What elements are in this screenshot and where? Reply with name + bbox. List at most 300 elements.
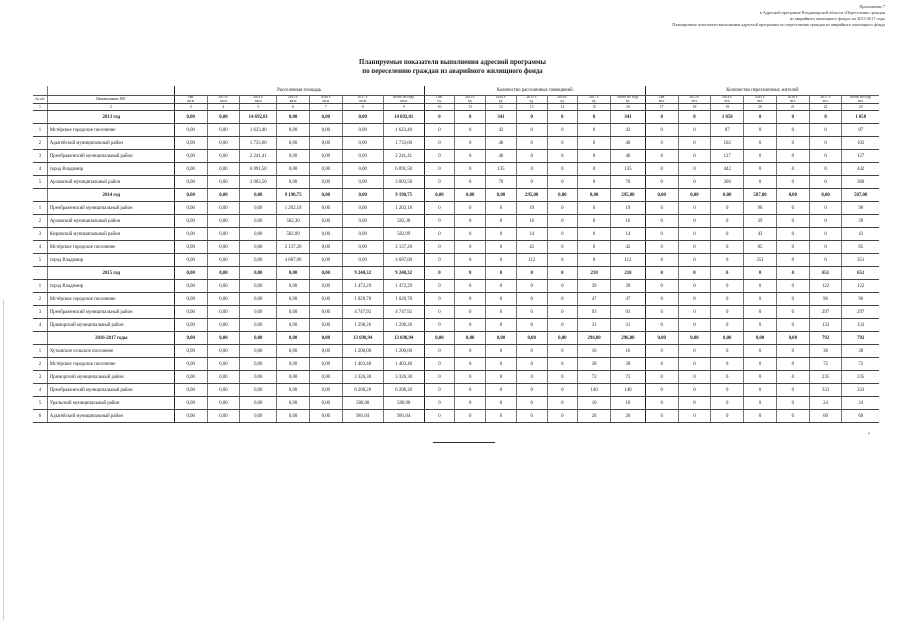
table-cell: 6 208,20 xyxy=(342,384,383,397)
table-cell: 98 xyxy=(744,202,777,215)
table-row xyxy=(33,215,879,228)
table-cell: 0 xyxy=(776,111,809,124)
table-cell: 0 xyxy=(516,410,547,423)
table-cell: 9 240,32 xyxy=(383,267,424,280)
table-cell: 6 091,50 xyxy=(240,163,277,176)
table-cell: 40 xyxy=(611,137,646,150)
table-cell: 0,00 xyxy=(309,280,342,293)
row-number: 4 xyxy=(33,163,47,176)
table-cell: 24 xyxy=(809,397,842,410)
table-cell: 2 241,41 xyxy=(240,150,277,163)
table-cell: 0 xyxy=(455,267,486,280)
table-cell: 0 xyxy=(645,111,678,124)
table-cell: 0,00 xyxy=(277,137,310,150)
table-cell: 0 xyxy=(455,293,486,306)
table-cell: 133 xyxy=(842,319,879,332)
table-cell: 0 xyxy=(678,150,711,163)
table-cell: 0,00 xyxy=(174,228,207,241)
col-header-label: I кв. xyxy=(187,95,194,100)
table-cell: 0 xyxy=(744,137,777,150)
table-cell: 0,00 xyxy=(309,410,342,423)
table-cell: 0,00 xyxy=(174,124,207,137)
table-cell: 1 733,00 xyxy=(383,137,424,150)
table-cell: 297 xyxy=(842,306,879,319)
table-cell: 38 xyxy=(611,358,646,371)
table-cell: 0 xyxy=(516,358,547,371)
table-cell: 0 xyxy=(578,202,611,215)
appendix-line: Планируемые показатели выполнения адресной программы по переселению граждан из аварийного жилищного фонда xyxy=(672,22,885,27)
table-cell: 0 xyxy=(744,150,777,163)
col-header-label: 2013 г. xyxy=(465,95,476,100)
table-row xyxy=(33,371,879,384)
table-cell: 38 xyxy=(842,345,879,358)
row-number: 2 xyxy=(33,215,47,228)
col-header xyxy=(277,96,310,104)
table-cell: 0 xyxy=(678,267,711,280)
table-cell: 6 091,50 xyxy=(383,163,424,176)
table-cell: 0 xyxy=(776,280,809,293)
table-cell: 0,00 xyxy=(174,202,207,215)
table-cell: 0 xyxy=(645,241,678,254)
table-cell: 0 xyxy=(486,228,517,241)
table-cell: 0 xyxy=(455,371,486,384)
table-cell: 0 xyxy=(645,371,678,384)
table-cell: 580,00 xyxy=(342,397,383,410)
col-header-unit: кв.м xyxy=(400,98,407,103)
table-cell: 0 xyxy=(486,280,517,293)
municipality-name: Арзамский муниципальный район xyxy=(47,176,174,189)
table-cell: 0,00 xyxy=(240,358,277,371)
table-cell: 0 xyxy=(547,384,578,397)
table-cell: 0,00 xyxy=(309,202,342,215)
table-cell: 0 xyxy=(424,410,455,423)
table-cell: 0 xyxy=(776,384,809,397)
table-cell: 1 020,70 xyxy=(383,293,424,306)
table-cell: 0,00 xyxy=(486,332,517,345)
table-cell: 0 xyxy=(424,228,455,241)
table-cell: 0,00 xyxy=(240,202,277,215)
table-cell: 0 xyxy=(711,267,744,280)
table-cell: 0 xyxy=(809,163,842,176)
table-cell: 0 xyxy=(578,215,611,228)
table-cell: 0,00 xyxy=(174,384,207,397)
table-cell: 0 xyxy=(424,215,455,228)
table-cell: 0,00 xyxy=(207,124,240,137)
col-header-label: I кв. xyxy=(436,95,443,100)
table-cell: 651 xyxy=(842,267,879,280)
table-cell: 0 xyxy=(486,371,517,384)
municipality-name: Мстёрское городское поселение xyxy=(47,124,174,137)
table-cell: 0 xyxy=(678,397,711,410)
col-header xyxy=(744,96,777,104)
table-cell: 0,00 xyxy=(174,345,207,358)
row-number: 2 xyxy=(33,137,47,150)
col-header-label: Всего по году xyxy=(393,95,415,100)
table-cell: 0 xyxy=(711,384,744,397)
col-header-unit: чел. xyxy=(756,98,764,103)
table-cell: 0,00 xyxy=(309,384,342,397)
col-header xyxy=(240,96,277,104)
table-cell: 0 xyxy=(744,319,777,332)
table-cell: 0,00 xyxy=(207,306,240,319)
row-number: 4 xyxy=(33,241,47,254)
table-cell: 0,00 xyxy=(174,293,207,306)
col-name-header: Наименование МО xyxy=(47,96,174,104)
col-no-header: № п/п xyxy=(33,96,47,104)
table-cell: 102 xyxy=(711,137,744,150)
table-cell: 78 xyxy=(611,176,646,189)
table-cell: 0,00 xyxy=(240,319,277,332)
row-number xyxy=(33,267,47,280)
table-cell: 0 xyxy=(711,215,744,228)
col-header-unit: чел. xyxy=(691,98,698,103)
table-cell: 0 xyxy=(486,254,517,267)
table-cell: 0,00 xyxy=(455,332,486,345)
table-cell: 0 xyxy=(516,176,547,189)
table-cell: 587,00 xyxy=(842,189,879,202)
group-people-header: Количество переселенных жителей xyxy=(645,86,879,96)
table-cell: 0,00 xyxy=(309,267,342,280)
col-header-label: Всего по году xyxy=(850,95,872,100)
col-header-label: I кв. xyxy=(658,95,665,100)
col-header-unit: чел. xyxy=(822,98,829,103)
col-number: 21 xyxy=(776,104,809,111)
table-cell: 0 xyxy=(547,150,578,163)
table-cell: 0,00 xyxy=(174,332,207,345)
table-cell: 16 xyxy=(516,215,547,228)
table-cell: 0 xyxy=(455,306,486,319)
table-cell: 42 xyxy=(611,241,646,254)
table-cell: 112 xyxy=(516,254,547,267)
table-cell: 0 xyxy=(744,267,777,280)
table-cell: 333 xyxy=(842,384,879,397)
group-label: 2013 год xyxy=(47,111,174,124)
table-cell: 0 xyxy=(776,345,809,358)
col-header-label: 2016 г. xyxy=(787,95,798,100)
table-cell: 0,00 xyxy=(309,332,342,345)
table-cell: 0,00 xyxy=(342,137,383,150)
col-header xyxy=(809,96,842,104)
table-cell: 0 xyxy=(547,345,578,358)
col-number: 18 xyxy=(678,104,711,111)
table-cell: 0 xyxy=(455,397,486,410)
appendix-line: к Адресной программе Владимирской области «Переселение граждан xyxy=(759,10,885,15)
table-cell: 0 xyxy=(424,319,455,332)
col-number: 14 xyxy=(547,104,578,111)
table-cell: 0 xyxy=(645,306,678,319)
table-cell: 0 xyxy=(678,215,711,228)
table-cell: 0,00 xyxy=(277,150,310,163)
table-cell: 0 xyxy=(809,176,842,189)
table-cell: 0 xyxy=(645,124,678,137)
table-cell: 0,00 xyxy=(207,137,240,150)
table-cell: 0 xyxy=(776,306,809,319)
col-number: 15 xyxy=(578,104,611,111)
table-cell: 0 xyxy=(547,215,578,228)
table-cell: 3 326,30 xyxy=(342,371,383,384)
table-cell: 0,00 xyxy=(309,254,342,267)
col-header xyxy=(309,96,342,104)
table-cell: 0,00 xyxy=(342,202,383,215)
table-cell: 39 xyxy=(842,215,879,228)
table-cell: 0 xyxy=(486,293,517,306)
table-cell: 0 xyxy=(424,358,455,371)
table-cell: 296,00 xyxy=(578,332,611,345)
table-cell: 0,00 xyxy=(174,215,207,228)
table-cell: 0 xyxy=(516,306,547,319)
table-cell: 0 xyxy=(711,254,744,267)
table-cell: 0,00 xyxy=(240,384,277,397)
col-header-unit: чел. xyxy=(724,98,731,103)
table-cell: 9 190,75 xyxy=(277,189,310,202)
table-cell: 127 xyxy=(711,150,744,163)
table-cell: 0 xyxy=(776,410,809,423)
table-cell: 792 xyxy=(809,332,842,345)
table-row xyxy=(33,163,879,176)
table-cell: 0 xyxy=(547,280,578,293)
table-cell: 295,00 xyxy=(611,189,646,202)
table-cell: 96 xyxy=(842,293,879,306)
table-cell: 0 xyxy=(645,293,678,306)
table-cell: 0 xyxy=(424,137,455,150)
table-row xyxy=(33,241,879,254)
table-cell: 42 xyxy=(486,124,517,137)
table-cell: 297 xyxy=(809,306,842,319)
table-cell: 0 xyxy=(711,241,744,254)
table-cell: 0,00 xyxy=(174,267,207,280)
col-header xyxy=(174,96,207,104)
table-cell: 0 xyxy=(578,228,611,241)
row-number: 2 xyxy=(33,358,47,371)
table-cell: 0 xyxy=(711,410,744,423)
table-cell: 0 xyxy=(645,137,678,150)
table-cell: 0,00 xyxy=(207,397,240,410)
table-cell: 0 xyxy=(678,371,711,384)
appendix-note xyxy=(672,4,885,28)
table-cell: 0 xyxy=(776,241,809,254)
col-number: 19 xyxy=(711,104,744,111)
table-cell: 0,00 xyxy=(207,189,240,202)
table-cell: 0 xyxy=(678,124,711,137)
table-cell: 0 xyxy=(547,202,578,215)
row-number: 1 xyxy=(33,124,47,137)
table-cell: 0,00 xyxy=(174,306,207,319)
table-cell: 1 403,40 xyxy=(342,358,383,371)
col-header xyxy=(678,96,711,104)
table-cell: 1 200,00 xyxy=(342,345,383,358)
table-cell: 87 xyxy=(711,124,744,137)
table-cell: 0 xyxy=(516,371,547,384)
table-cell: 0 xyxy=(547,241,578,254)
appendix-line: из аварийного жилищного фонда» на 2013-2017 годы xyxy=(789,16,885,21)
table-cell: 0 xyxy=(711,280,744,293)
table-cell: 0,00 xyxy=(174,189,207,202)
table-cell: 0 xyxy=(645,254,678,267)
table-cell: 0,00 xyxy=(309,137,342,150)
table-cell: 85 xyxy=(842,241,879,254)
table-cell: 333 xyxy=(809,384,842,397)
table-cell: 0 xyxy=(645,410,678,423)
table-cell: 0,00 xyxy=(678,189,711,202)
table-cell: 0 xyxy=(645,176,678,189)
table-cell: 0,00 xyxy=(309,124,342,137)
table-cell: 42 xyxy=(516,241,547,254)
group-label: 2016-2017 годы xyxy=(47,332,174,345)
table-cell: 14 692,81 xyxy=(240,111,277,124)
table-cell: 0 xyxy=(516,280,547,293)
municipality-name: Приморский муниципальный район xyxy=(47,371,174,384)
col-header xyxy=(486,96,517,104)
table-cell: 0 xyxy=(424,163,455,176)
table-cell: 72 xyxy=(809,358,842,371)
header-columns-row xyxy=(33,96,879,104)
table-cell: 0 xyxy=(711,358,744,371)
table-cell: 0,00 xyxy=(277,293,310,306)
municipality-name: Преображенский муниципальный район xyxy=(47,202,174,215)
table-cell: 78 xyxy=(486,176,517,189)
col-header-label: 2015 г. xyxy=(754,95,766,100)
municipality-name: Приморский муниципальный район xyxy=(47,319,174,332)
municipality-name: Хутынское сельское поселение xyxy=(47,345,174,358)
table-cell: 0 xyxy=(547,397,578,410)
table-cell: 0,00 xyxy=(240,267,277,280)
table-cell: 0 xyxy=(809,111,842,124)
table-cell: 341 xyxy=(611,111,646,124)
scan-edge xyxy=(3,300,4,620)
table-cell: 0 xyxy=(776,150,809,163)
table-cell: 72 xyxy=(611,371,646,384)
table-cell: 1 200,00 xyxy=(383,345,424,358)
table-cell: 351 xyxy=(842,254,879,267)
table-cell: 3 326,30 xyxy=(383,371,424,384)
header-numbers-row xyxy=(33,104,879,111)
table-cell: 140 xyxy=(578,384,611,397)
table-cell: 0,00 xyxy=(277,345,310,358)
table-row xyxy=(33,228,879,241)
table-cell: 0 xyxy=(711,345,744,358)
table-cell: 1 403,40 xyxy=(383,358,424,371)
table-cell: 0,00 xyxy=(207,163,240,176)
table-cell: 0 xyxy=(547,267,578,280)
table-cell: 442 xyxy=(711,163,744,176)
table-cell: 0 xyxy=(486,410,517,423)
table-cell: 0 xyxy=(486,397,517,410)
col-header xyxy=(547,96,578,104)
table-cell: 0 xyxy=(455,150,486,163)
table-cell: 0 xyxy=(547,228,578,241)
table-cell: 135 xyxy=(611,163,646,176)
table-cell: 1 202,18 xyxy=(277,202,310,215)
table-cell: 13 698,94 xyxy=(383,332,424,345)
table-cell: 0 xyxy=(711,371,744,384)
table-cell: 43 xyxy=(744,228,777,241)
table-cell: 0 xyxy=(455,124,486,137)
table-cell: 0,00 xyxy=(240,306,277,319)
table-row xyxy=(33,293,879,306)
table-cell: 0,00 xyxy=(578,189,611,202)
table-cell: 0 xyxy=(516,124,547,137)
table-cell: 1 472,29 xyxy=(342,280,383,293)
table-cell: 210 xyxy=(578,267,611,280)
table-cell: 0 xyxy=(547,124,578,137)
table-cell: 72 xyxy=(578,371,611,384)
table-cell: 0,00 xyxy=(711,189,744,202)
row-number: 1 xyxy=(33,345,47,358)
table-cell: 0,00 xyxy=(309,163,342,176)
table-cell: 0,00 xyxy=(240,332,277,345)
col-number: 20 xyxy=(744,104,777,111)
table-group-row xyxy=(33,111,879,124)
table-cell: 0 xyxy=(486,306,517,319)
table-cell: 0 xyxy=(424,280,455,293)
table-cell: 0 xyxy=(547,137,578,150)
table-cell: 93 xyxy=(611,306,646,319)
table-cell: 47 xyxy=(578,293,611,306)
table-cell: 0 xyxy=(547,163,578,176)
table-cell: 0,00 xyxy=(309,306,342,319)
col-header-label: 2015 г. xyxy=(526,95,537,100)
table-cell: 351 xyxy=(744,254,777,267)
table-cell: 0,00 xyxy=(309,319,342,332)
table-row xyxy=(33,358,879,371)
col-header xyxy=(645,96,678,104)
col-header-label: 2016 г. xyxy=(320,95,331,100)
table-cell: 87 xyxy=(842,124,879,137)
table-cell: 0 xyxy=(744,176,777,189)
table-cell: 40 xyxy=(486,137,517,150)
table-cell: 0 xyxy=(486,215,517,228)
table-cell: 587,00 xyxy=(744,189,777,202)
table-cell: 0 xyxy=(578,241,611,254)
table-cell: 1 298,26 xyxy=(342,319,383,332)
table-cell: 0 xyxy=(424,267,455,280)
table-cell: 0 xyxy=(678,319,711,332)
table-cell: 0 xyxy=(678,163,711,176)
col-number: 16 xyxy=(611,104,646,111)
table-cell: 0,00 xyxy=(207,267,240,280)
table-cell: 0 xyxy=(678,241,711,254)
col-number: 12 xyxy=(486,104,517,111)
row-number xyxy=(33,189,47,202)
col-header xyxy=(578,96,611,104)
table-cell: 0 xyxy=(809,241,842,254)
table-cell: 0 xyxy=(516,111,547,124)
col-header-unit: ед. xyxy=(529,98,534,103)
table-cell: 9 240,32 xyxy=(342,267,383,280)
table-cell: 0 xyxy=(711,306,744,319)
table-cell: 0 xyxy=(455,384,486,397)
col-header-unit: ед. xyxy=(591,98,597,103)
table-cell: 0,00 xyxy=(174,254,207,267)
table-cell: 0,00 xyxy=(174,176,207,189)
table-cell: 0,00 xyxy=(342,228,383,241)
table-cell: 0 xyxy=(455,228,486,241)
table-cell: 72 xyxy=(842,358,879,371)
table-cell: 0,00 xyxy=(309,189,342,202)
table-cell: 0 xyxy=(645,267,678,280)
col-header-label: 2017 г. xyxy=(589,95,600,100)
table-cell: 0 xyxy=(809,228,842,241)
table-cell: 0 xyxy=(776,202,809,215)
table-cell: 0,00 xyxy=(240,189,277,202)
table-cell: 127 xyxy=(842,150,879,163)
table-cell: 0 xyxy=(455,410,486,423)
table-cell: 0 xyxy=(486,241,517,254)
table-cell: 4 687,00 xyxy=(383,254,424,267)
table-cell: 0 xyxy=(547,176,578,189)
table-cell: 0 xyxy=(776,176,809,189)
table-row xyxy=(33,124,879,137)
